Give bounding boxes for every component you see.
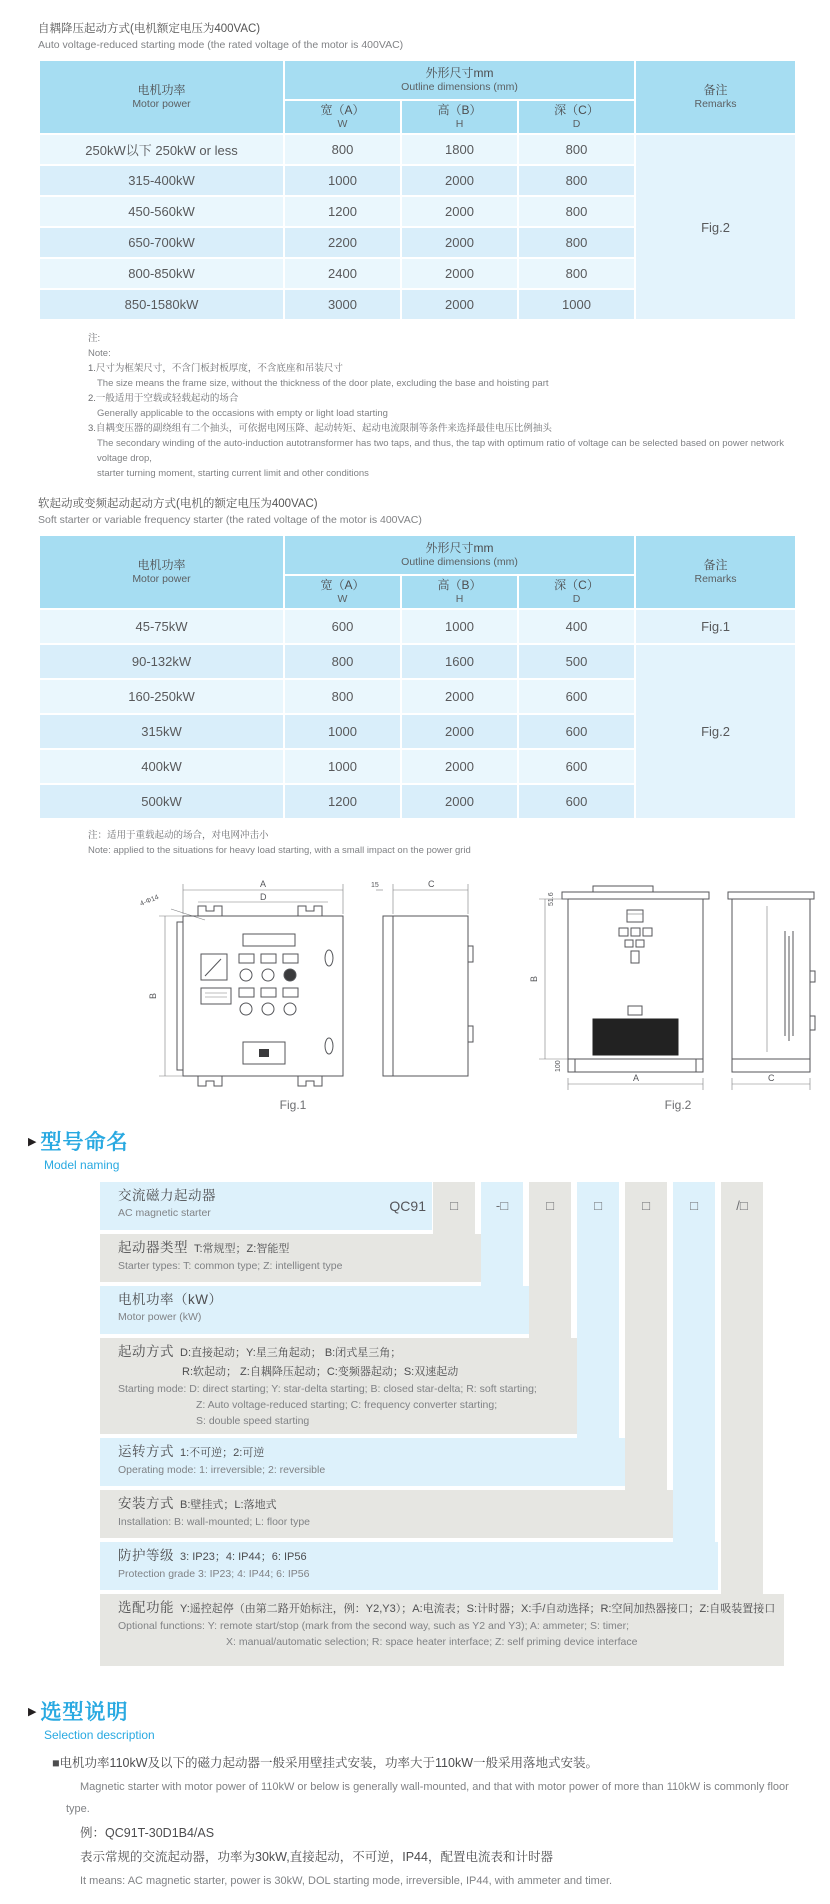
cell-remark: Fig.1 [635,609,796,644]
col-header-remarks: 备注 Remarks [635,535,796,609]
col-header-depth: 深（C） D [518,100,635,134]
table-row [39,609,796,644]
model-naming-title-zh: 型号命名 [40,1131,129,1154]
outline-drawings [93,876,795,1112]
row-label-zh: 起动器类型 [118,1240,188,1255]
section1-title-zh: 自耦降压起动方式(电机额定电压为400VAC) [38,23,261,35]
note-line: 2.一般适用于空载或轻载起动的场合 [88,393,239,404]
model-row-starting-mode [100,1338,577,1434]
row-label-en: Starter types: T: common type; Z: intelligent type [118,1260,343,1272]
fig1-drawing [93,876,493,1096]
row-label-en: Operating mode: 1: irreversible; 2: reversible [118,1464,326,1476]
cell-power: 450-560kW [39,196,284,227]
selection-heading [28,1696,795,1742]
code-position-stripe [625,1182,667,1538]
cell-power: 315kW [39,714,284,749]
cell-h: 2000 [401,714,518,749]
cell-d: 800 [518,258,635,289]
note-line: The size means the frame size, without the thickness of the door plate, excluding the base and hoisting part [97,378,549,389]
table-row [39,134,796,165]
col-header-height: 高（B） H [401,575,518,609]
col-header-depth: 深（C） D [518,575,635,609]
cell-h: 1600 [401,644,518,679]
cell-power: 650-700kW [39,227,284,258]
cell-h: 1800 [401,134,518,165]
cell-h: 2000 [401,749,518,784]
cell-h: 2000 [401,258,518,289]
model-row-installation [100,1490,673,1538]
note-line: Generally applicable to the occasions with empty or light load starting [97,408,388,419]
note-line: Note: [88,348,111,359]
row-label-en: Installation: B: wall-mounted; L: floor type [118,1516,311,1528]
col-header-height: 高（B） H [401,100,518,134]
row-desc-zh: T:常规型；Z:智能型 [194,1243,290,1255]
note-line: 注：适用于重载起动的场合，对电网冲击小 [88,830,269,841]
cell-d: 800 [518,227,635,258]
section2-title-zh: 软起动或变频起动起动方式(电机的额定电压为400VAC) [38,498,318,510]
note-line: 注: [88,333,101,344]
cell-d: 600 [518,784,635,819]
row-label-en: Protection grade 3: IP23; 4: IP44; 6: IP56 [118,1568,310,1580]
cell-h: 2000 [401,165,518,196]
table-row [39,644,796,679]
model-naming-table [100,1182,784,1670]
model-row-motor-power [100,1286,529,1334]
code-box: /□ [736,1198,748,1213]
row-label-en: Optional functions: Y: remote start/stop (mark from the second way, such as Y2 and Y3); A: ammeter; S: timer; [118,1620,630,1632]
cell-power: 500kW [39,784,284,819]
row-desc-zh: 1:不可逆；2:可逆 [180,1447,265,1459]
model-naming-heading [28,1126,795,1172]
cell-w: 1200 [284,784,401,819]
dim-label: 100 [555,1060,562,1072]
model-row-operating-mode [100,1438,625,1486]
row-label-zh: 选配功能 [118,1600,174,1615]
dim-label: A [260,879,267,889]
row-label-en: S: double speed starting [196,1415,310,1427]
cell-d: 800 [518,165,635,196]
cell-h: 1000 [401,609,518,644]
row-label-en: Starting mode: D: direct starting; Y: star-delta starting; B: closed star-delta; R: soft starting; [118,1383,537,1395]
col-header-motor-power: 电机功率 Motor power [39,535,284,609]
note-line: The secondary winding of the auto-induction autotransformer has two taps, and thus, the tap with optimum ratio of voltage can be selected based on power network voltage drop, [97,438,785,464]
cell-power: 250kW以下 250kW or less [39,134,284,165]
cell-w: 800 [284,644,401,679]
row-label-en: AC magnetic starter [118,1207,211,1219]
cell-d: 800 [518,134,635,165]
selection-example-zh: 表示常规的交流起动器，功率为30kW,直接起动，不可逆，IP44，配置电流表和计时器 [80,1850,553,1864]
cell-remark: Fig.2 [635,644,796,819]
cell-w: 800 [284,134,401,165]
cell-d: 500 [518,644,635,679]
cell-d: 400 [518,609,635,644]
cell-power: 160-250kW [39,679,284,714]
cell-w: 3000 [284,289,401,320]
cell-w: 2400 [284,258,401,289]
code-box: □ [594,1198,602,1213]
selection-paragraph-en: Magnetic starter with motor power of 110kW or below is generally wall-mounted, and that with motor power of more than 110kW is commonly floor type. [66,1781,789,1815]
section1-notes [88,331,795,481]
cell-power: 315-400kW [39,165,284,196]
row-label-zh: 交流磁力起动器 [118,1188,216,1203]
model-row-starter-type [100,1234,481,1282]
row-label-en: Z: Auto voltage-reduced starting; C: frequency converter starting; [196,1399,498,1411]
cell-d: 600 [518,749,635,784]
col-header-remarks: 备注 Remarks [635,60,796,134]
cell-d: 600 [518,679,635,714]
triangle-bullet-icon: ▶ [28,1706,37,1718]
cell-power: 90-132kW [39,644,284,679]
model-row-protection-grade [100,1542,718,1590]
figure-2 [523,876,830,1112]
dim-label: D [260,892,267,902]
cell-w: 1000 [284,749,401,784]
dim-label: A [633,1073,640,1083]
cell-w: 1000 [284,165,401,196]
cell-power: 45-75kW [39,609,284,644]
cell-power: 800-850kW [39,258,284,289]
cell-d: 600 [518,714,635,749]
row-desc-zh: Y:遥控起停（由第二路开始标注，例：Y2,Y3）；A:电流表；S:计时器；X:手/自动选择；R:空间加热器接口；Z:自吸装置接口 [180,1603,776,1615]
note-line: 1.尺寸为框架尺寸，不含门板封板厚度，不含底座和吊装尺寸 [88,363,343,374]
row-label-zh: 安装方式 [118,1496,174,1511]
code-position-stripe [673,1182,715,1590]
row-desc-zh: D:直接起动；Y:星三角起动； B:闭式星三角； [180,1347,402,1359]
dim-label: B [148,992,158,999]
dim-label-holes: 4-Φ14 [139,894,160,908]
cell-remark: Fig.2 [635,134,796,320]
dim-label: C [768,1073,775,1083]
cell-h: 2000 [401,196,518,227]
model-row-product [100,1182,432,1230]
model-row-optional-functions [100,1594,784,1666]
col-header-motor-power: 电机功率 Motor power [39,60,284,134]
cell-w: 2200 [284,227,401,258]
fig1-caption: Fig.1 [279,1098,307,1112]
cell-w: 600 [284,609,401,644]
cell-h: 2000 [401,784,518,819]
dim-label: C [428,879,435,889]
row-desc-zh: 3: IP23；4: IP44；6: IP56 [180,1551,307,1563]
code-box: -□ [495,1198,509,1213]
model-naming-title-en: Model naming [44,1158,120,1172]
col-header-width: 宽（A） W [284,575,401,609]
selection-title-en: Selection description [44,1728,155,1742]
note-line: starter turning moment, starting current limit and other conditions [97,468,369,479]
figure-1 [93,876,493,1112]
code-box: □ [642,1198,650,1213]
row-label-zh: 起动方式 [118,1344,174,1359]
cell-d: 800 [518,196,635,227]
selection-paragraph-zh: ■电机功率110kW及以下的磁力起动器一般采用壁挂式安装，功率大于110kW一般采用落地式安装。 [52,1756,599,1770]
note-line: Note: applied to the situations for heavy load starting, with a small impact on the power grid [88,845,471,856]
row-label-zh: 防护等级 [118,1548,174,1563]
row-label-en: Motor power (kW) [118,1311,202,1323]
selection-title-zh: 选型说明 [40,1701,129,1724]
selection-example-code: 例：QC91T-30D1B4/AS [80,1826,215,1840]
triangle-bullet-icon: ▶ [28,1136,37,1148]
dim-label: B [529,975,539,982]
row-desc-zh: B:壁挂式；L:落地式 [180,1499,277,1511]
model-code-prefix: QC91 [389,1198,426,1214]
dim-label: 51.6 [548,892,555,906]
note-line: 3.自耦变压器的副绕组有二个抽头，可依据电网压降、起动转矩、起动电流限制等条件来选择最佳电压比例抽头 [88,423,552,434]
cell-h: 2000 [401,679,518,714]
selection-body [38,1752,795,1892]
row-label-zh: 电机功率（kW） [118,1292,223,1307]
section2-title-en: Soft starter or variable frequency starter (the rated voltage of the motor is 400VAC) [38,514,422,526]
row-label-zh: 运转方式 [118,1444,174,1459]
code-box: □ [546,1198,554,1213]
cell-power: 850-1580kW [39,289,284,320]
row-label-en: X: manual/automatic selection; R: space heater interface; Z: self priming device interface [226,1636,638,1648]
cell-power: 400kW [39,749,284,784]
auto-voltage-table [38,59,797,321]
fig2-drawing [523,876,830,1096]
cell-d: 1000 [518,289,635,320]
cell-h: 2000 [401,289,518,320]
selection-example-en: It means: AC magnetic starter, power is 30kW, DOL starting mode, irreversible, IP44, with ammeter and timer. [80,1875,613,1887]
section1-title-en: Auto voltage-reduced starting mode (the rated voltage of the motor is 400VAC) [38,39,404,51]
col-header-outline: 外形尺寸mm Outline dimensions (mm) [284,535,635,575]
cell-w: 1000 [284,714,401,749]
col-header-width: 宽（A） W [284,100,401,134]
dim-label: 15 [371,882,379,889]
cell-w: 1200 [284,196,401,227]
cell-h: 2000 [401,227,518,258]
code-box: □ [450,1198,458,1213]
col-header-outline: 外形尺寸mm Outline dimensions (mm) [284,60,635,100]
soft-starter-table [38,534,797,820]
cell-w: 800 [284,679,401,714]
row-desc-zh: R:软起动； Z:自耦降压起动；C:变频器起动；S:双速起动 [182,1366,459,1378]
code-box: □ [690,1198,698,1213]
fig2-caption: Fig.2 [664,1098,692,1112]
